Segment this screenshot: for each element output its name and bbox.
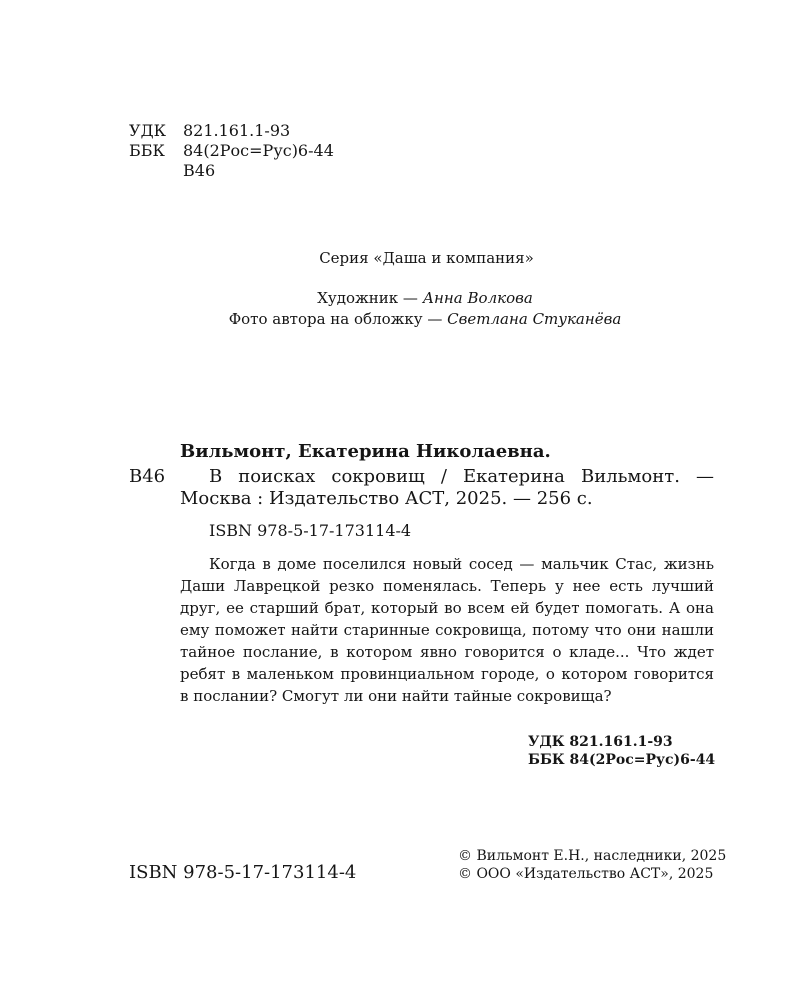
udk-value: 821.161.1-93	[183, 121, 291, 140]
annotation-line: Даши Лаврецкой резко поменялась. Теперь у нее есть лучший	[180, 577, 714, 595]
bbk-value: 84(2Рос=Рус)6-44	[183, 141, 334, 160]
artist-label: Художник —	[317, 289, 423, 307]
author-heading: Вильмонт, Екатерина Николаевна.	[180, 441, 551, 462]
udk-label: УДК	[129, 121, 166, 140]
artist-credit	[0, 288, 800, 308]
udk-row	[129, 121, 290, 141]
annotation-line: тайное послание, в котором явно говорится о кладе... Что ждет	[180, 643, 714, 661]
bbk-bottom: ББК 84(2Рос=Рус)6-44	[528, 752, 716, 768]
isbn-footer: ISBN 978-5-17-173114-4	[129, 862, 357, 883]
photo-label: Фото автора на обложку —	[228, 310, 448, 328]
annotation-line: в послании? Смогут ли они найти тайные сокровища?	[180, 687, 612, 705]
entry-author-mark: В46	[129, 466, 166, 487]
annotation-line: ребят в маленьком провинциальном городе, о котором говорится	[180, 665, 714, 683]
annotation-line: Когда в доме поселился новый сосед — мальчик Стас, жизнь	[209, 555, 714, 573]
photo-credit	[0, 309, 800, 329]
isbn-entry: ISBN 978-5-17-173114-4	[209, 521, 412, 540]
author-mark-row	[129, 161, 215, 181]
udk-bottom: УДК 821.161.1-93	[528, 734, 673, 750]
bbk-row	[129, 141, 334, 161]
annotation-line: ему поможет найти старинные сокровища, потому что они нашли	[180, 621, 714, 639]
author-mark: В46	[183, 161, 216, 180]
publication-line: Москва : Издательство АСТ, 2025. — 256 с.	[180, 488, 593, 509]
title-line: В поисках сокровищ / Екатерина Вильмонт. —	[209, 466, 714, 487]
artist-name: Анна Волкова	[422, 289, 533, 307]
copyright-author: © Вильмонт Е.Н., наследники, 2025	[458, 848, 727, 864]
annotation-line: друг, ее старший брат, который во всем ей будет помогать. А она	[180, 599, 714, 617]
bbk-label: ББК	[129, 141, 165, 160]
copyright-publisher: © ООО «Издательство АСТ», 2025	[458, 866, 714, 882]
series-title: Серия «Даша и компания»	[319, 249, 534, 267]
photo-name: Светлана Стуканёва	[447, 310, 622, 328]
annotation	[180, 553, 714, 707]
